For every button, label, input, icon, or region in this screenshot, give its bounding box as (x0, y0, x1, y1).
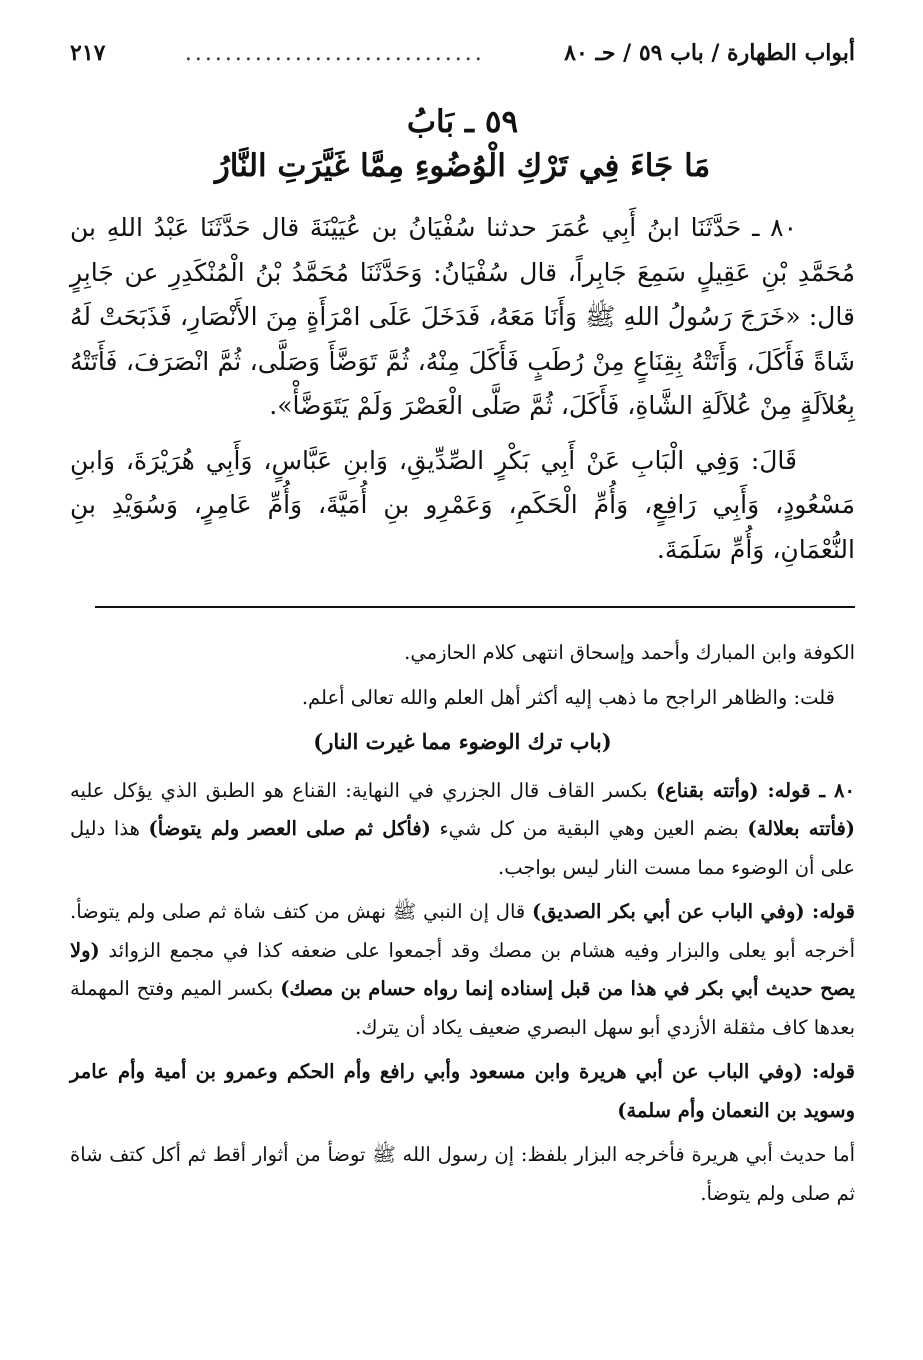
commentary-paragraph-3 (70, 772, 855, 888)
commentary-text: قلت: والظاهر الراجح ما ذهب إليه أكثر أهل العلم والله تعالى أعلم. (301, 685, 835, 709)
commentary-text: بكسر القاف قال الجزري في النهاية: القناع هو الطبق الذي يؤكل عليه (70, 778, 656, 802)
commentary-text: هذا دليل على أن الوضوء مما مست النار ليس بواجب. (70, 817, 855, 879)
quoted-phrase: (وفي الباب عن أبي بكر الصديق) (532, 900, 805, 923)
commentary (70, 634, 855, 1213)
fi-al-bab-paragraph: قَالَ: وَفِي الْبَابِ عَنْ أَبِي بَكْرٍ الصِّدِّيقِ، وَابنِ عَبَّاسٍ، وَأَبِي هُرَيْرَةَ، وَابنِ مَسْعُودٍ، وَأَبِي رَافِعٍ، وَأُمِّ الْحَكَمِ، وَعَمْرِو بنِ أُمَيَّةَ، وَأُمِّ عَامِرٍ، وَسُوَيْدِ بنِ النُّعْمَانِ، وَأُمِّ سَلَمَةَ. (70, 445, 855, 564)
chapter-title: مَا جَاءَ فِي تَرْكِ الْوُضُوءِ مِمَّا غَيَّرَتِ النَّارُ (214, 148, 711, 184)
commentary-paragraph-1: الكوفة وابن المبارك وأحمد وإسحاق انتهى كلام الحازمي. (404, 641, 855, 664)
quoted-phrase: (وفي الباب عن أبي هريرة وابن مسعود وأبي رافع وأم الحكم وعمرو بن أمية وأم عامر وسويد بن النعمان وأم سلمة) (70, 1060, 855, 1122)
quoted-phrase: (فأكل ثم صلى العصر ولم يتوضأ) (148, 817, 431, 840)
footnote-divider (95, 606, 855, 608)
commentary-paragraph-6: أما حديث أبي هريرة فأخرجه البزار بلفظ: إن رسول الله ﷺ توضأ من أثوار أقط ثم أكل كتف شاة ثم صلى ولم يتوضأ. (70, 1143, 855, 1205)
hadith-text (70, 206, 855, 572)
qawluhu-label: قوله: (802, 1060, 855, 1083)
commentary-text: بكسر الميم وفتح المهملة بعدها كاف مثقلة الأزدي أبو سهل البصري ضعيف يكاد أن يترك. (70, 977, 855, 1039)
chapter-number: ٥٩ ـ بَابُ (406, 104, 519, 140)
chapter-heading (70, 102, 855, 190)
leader-dots: .............................. (184, 41, 485, 66)
hadith-paragraph: ٨٠ ـ حَدَّثَنَا ابنُ أَبِي عُمَرَ حدثنا سُفْيَانُ بن عُيَيْنَةَ قال حَدَّثَنَا عَبْدُ اللهِ بن مُحَمَّدِ بْنِ عَقِيلٍ سَمِعَ جَابِراً، قال سُفْيَانُ: وَحَدَّثَنَا مُحَمَّدُ بْنُ الْمُنْكَدِرِ عن جَابِرٍ قال: «خَرَجَ رَسُولُ اللهِ ﷺ وَأَنَا مَعَهُ، فَدَخَلَ عَلَى امْرَأَةٍ مِنَ الأَنْصَارِ، فَذَبَحَتْ لَهُ شَاةً فَأَكَلَ، وَأَتَتْهُ بِقِنَاعٍ مِنْ رُطَبٍ فَأَكَلَ مِنْهُ، ثُمَّ تَوَضَّأَ وَصَلَّى، ثُمَّ انْصَرَفَ، فَأَتَتْهُ بِعُلاَلَةٍ مِنْ عُلاَلَةِ الشَّاةِ، فَأَكَلَ، ثُمَّ صَلَّى الْعَصْرَ وَلَمْ يَتَوَضَّأْ». (70, 213, 855, 420)
commentary-paragraph-2 (70, 679, 855, 718)
commentary-text: قال إن النبي ﷺ نهش من كتف شاة ثم صلى ولم يتوضأ. أخرجه أبو يعلى والبزار وفيه هشام بن مصك وقد أجمعوا على ضعفه كذا في مجمع الزوائد (70, 900, 855, 962)
commentary-section-title: (باب ترك الوضوء مما غيرت النار) (313, 729, 612, 754)
qawluhu-label: قوله: (804, 900, 855, 923)
note-number: ٨٠ ـ قوله: (758, 778, 855, 802)
commentary-paragraph-4 (70, 893, 855, 1047)
quoted-phrase: (ولا يصح حديث أبي بكر في هذا من قبل إسناده إنما رواه حسام بن مصك) (70, 938, 856, 1000)
quoted-phrase: (فأتته بعلالة) (747, 817, 855, 840)
commentary-paragraph-5 (70, 1053, 855, 1130)
commentary-text: بضم العين وهي البقية من كل شيء (430, 817, 748, 840)
quoted-phrase: (وأتته بقناع) (655, 778, 759, 802)
running-title: أبواب الطهارة / باب ٥٩ / حـ ٨٠ (564, 40, 855, 66)
page-number: ٢١٧ (70, 40, 106, 66)
running-header (70, 40, 855, 84)
